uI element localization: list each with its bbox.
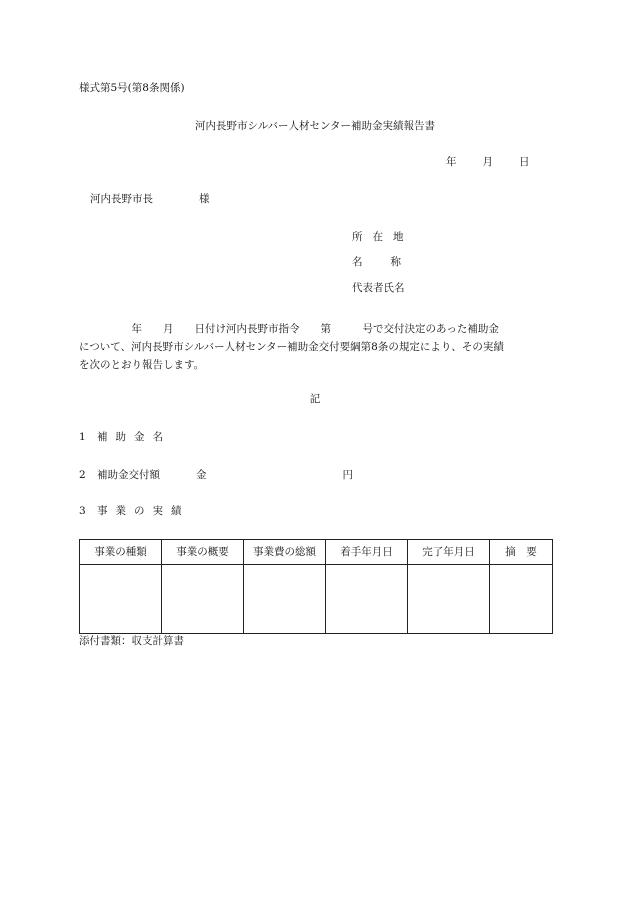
cell-remarks — [490, 565, 553, 634]
date-month: 月 — [482, 156, 493, 168]
date-day: 日 — [519, 156, 530, 168]
cell-project-type — [80, 565, 162, 634]
body-line: について、河内長野市シルバー人材センター補助金交付要綱第8条の規定により、その実績 — [79, 341, 504, 353]
results-table — [79, 539, 553, 634]
body-line: 年 月 日付け河内長野市指令 第 号で交付決定のあった補助金 — [79, 323, 499, 335]
addressee — [90, 193, 210, 206]
header-remarks: 摘 要 — [490, 540, 553, 565]
table-row — [80, 565, 553, 634]
item-subsidy-name — [79, 431, 171, 444]
amount-yen: 円 — [342, 469, 353, 481]
cell-completion-date — [408, 565, 490, 634]
header-project-summary: 事業の概要 — [162, 540, 244, 565]
header-start-date: 着手年月日 — [326, 540, 408, 565]
cell-start-date — [326, 565, 408, 634]
cell-total-cost — [244, 565, 326, 634]
addressee-honorific: 様 — [199, 193, 210, 205]
header-project-type: 事業の種類 — [80, 540, 162, 565]
date-year: 年 — [446, 156, 457, 168]
item-label: 事業の実績 — [97, 505, 190, 517]
item-subsidy-amount — [79, 469, 353, 482]
form-number: 様式第5号(第8条関係) — [79, 82, 185, 94]
cell-project-summary — [162, 565, 244, 634]
item-label: 補助金交付額 — [97, 469, 160, 481]
header-completion-date: 完了年月日 — [408, 540, 490, 565]
item-number: 2 — [79, 469, 86, 481]
item-number: 1 — [79, 431, 86, 443]
header-total-cost: 事業費の総額 — [244, 540, 326, 565]
ki-heading: 記 — [309, 393, 321, 405]
date-line — [446, 156, 530, 169]
body-line: を次のとおり報告します。 — [79, 359, 205, 371]
item-number: 3 — [79, 505, 86, 517]
item-project-results — [79, 505, 190, 518]
attachments-note: 添付書類：収支計算書 — [79, 635, 184, 647]
applicant-address-label: 所在地 — [352, 231, 414, 243]
body-paragraph — [79, 320, 504, 374]
applicant-representative-label: 代表者氏名 — [352, 282, 405, 294]
document-title: 河内長野市シルバー人材センター補助金実績報告書 — [194, 120, 436, 132]
item-label: 補助金名 — [97, 431, 171, 443]
applicant-name-label: 名称 — [352, 256, 429, 268]
addressee-name: 河内長野市長 — [90, 193, 153, 205]
amount-kin: 金 — [196, 469, 207, 481]
table-header-row — [80, 540, 553, 565]
